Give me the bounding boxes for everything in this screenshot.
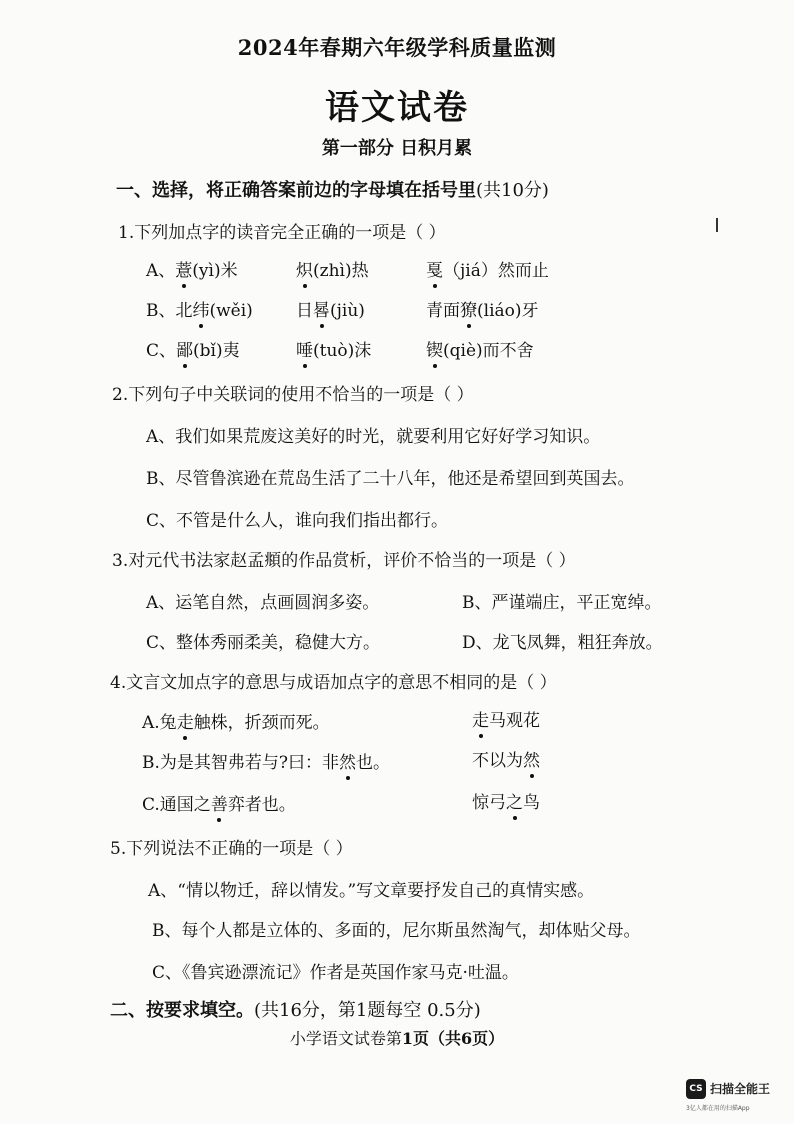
question-4-idiom-a: 走马观花 (472, 706, 540, 731)
question-1-stem: 1.下列加点字的读音完全正确的一项是（ ） (118, 223, 446, 243)
question-1-option-b-word-2: 日晷(jiù) (296, 296, 365, 321)
question-1-option-a-word-2: 炽(zhì)热 (296, 256, 369, 281)
scanner-logo-icon: CS (686, 1079, 706, 1099)
question-5-option-b: B、每个人都是立体的、多面的，尼尔斯虽然淘气，却体贴父母。 (152, 921, 641, 941)
question-3-option-c: C、整体秀丽柔美，稳健大方。 (146, 633, 381, 653)
dotted-char: 鄙 (176, 336, 193, 361)
scanner-brand: 扫描全能王 (710, 1082, 771, 1096)
dotted-char: 炽 (296, 256, 313, 281)
dotted-char: 然 (339, 748, 356, 773)
footer-prefix: 小学语文试卷第 (289, 1029, 402, 1048)
section-2-heading (110, 996, 481, 1022)
page-footer (0, 1026, 794, 1049)
dotted-char: 走 (177, 708, 194, 733)
section-2-note: (共16分，第1题每空 0.5分) (254, 1000, 481, 1021)
dotted-char: 锲 (426, 336, 443, 361)
section-1-heading (116, 176, 549, 202)
question-3-option-b: B、严谨端庄，平正宽绰。 (462, 593, 662, 613)
question-1-option-a: A、薏(yì)米 (146, 256, 238, 281)
section-1-note: (共10分) (476, 180, 549, 201)
scanner-tagline: 3亿人都在用的扫描App (686, 1105, 750, 1112)
subject-title: 语文试卷 (325, 88, 469, 128)
part-title: 第一部分 日积月累 (321, 138, 473, 159)
question-4-stem: 4.文言文加点字的意思与成语加点字的意思不相同的是（ ） (110, 673, 557, 693)
dotted-char: 然 (523, 746, 540, 771)
dotted-char: 纬 (193, 296, 210, 321)
question-2-option-c: C、不管是什么人，谁向我们指出都行。 (146, 511, 449, 531)
question-5-option-c: C、《鲁宾逊漂流记》作者是英国作家马克·吐温。 (152, 963, 519, 983)
question-1-option-c-word-2: 唾(tuò)沫 (296, 336, 371, 361)
question-5-option-a: A、“情以物迁，辞以情发。”写文章要抒发自己的真情实感。 (148, 881, 595, 901)
question-4-idiom-b: 不以为然 (472, 746, 540, 771)
question-4-option-b: B.为是其智弗若与?曰：非然也。 (142, 748, 390, 773)
question-1-option-b-word-3: 青面獠(liáo)牙 (426, 296, 539, 321)
dotted-char: 薏 (175, 256, 192, 281)
question-5-stem: 5.下列说法不正确的一项是（ ） (110, 839, 353, 859)
question-1-option-a-word-3: 戛（jiá）然而止 (426, 256, 549, 281)
question-2-stem: 2.下列句子中关联词的使用不恰当的一项是（ ） (112, 385, 474, 405)
footer-total: （共6页） (429, 1029, 505, 1048)
dotted-char: 戛 (426, 256, 443, 281)
question-4-idiom-c: 惊弓之鸟 (472, 788, 540, 813)
dotted-char: 善 (211, 790, 228, 815)
section-1-title: 一、选择，将正确答案前边的字母填在括号里 (116, 180, 476, 201)
question-3-option-a: A、运笔自然，点画圆润多姿。 (146, 593, 380, 613)
dotted-char: 唾 (296, 336, 313, 361)
question-1-option-b: B、北纬(wěi) (146, 296, 253, 321)
question-1-option-c-word-3: 锲(qiè)而不舍 (426, 336, 534, 361)
dotted-char: 獠 (460, 296, 477, 321)
footer-page: 1页 (401, 1029, 429, 1048)
dotted-char: 之 (506, 788, 523, 813)
question-2-option-a: A、我们如果荒废这美好的时光，就要利用它好好学习知识。 (146, 427, 601, 447)
exam-title: 2024年春期六年级学科质量监测 (237, 35, 557, 60)
question-4-option-a: A.兔走触株，折颈而死。 (142, 708, 330, 733)
question-4-option-c: C.通国之善弈者也。 (142, 790, 296, 815)
dotted-char: 晷 (313, 296, 330, 321)
question-2-option-b: B、尽管鲁滨逊在荒岛生活了二十八年，他还是希望回到英国去。 (146, 469, 635, 489)
scanner-watermark (686, 1078, 770, 1099)
question-1-option-c: C、鄙(bǐ)夷 (146, 336, 240, 361)
section-2-title: 二、按要求填空。 (110, 1000, 254, 1021)
stray-scan-mark (716, 218, 718, 232)
dotted-char: 走 (472, 706, 489, 731)
question-3-option-d: D、龙飞凤舞，粗狂奔放。 (462, 633, 663, 653)
question-3-stem: 3.对元代书法家赵孟頫的作品赏析，评价不恰当的一项是（ ） (112, 551, 576, 571)
